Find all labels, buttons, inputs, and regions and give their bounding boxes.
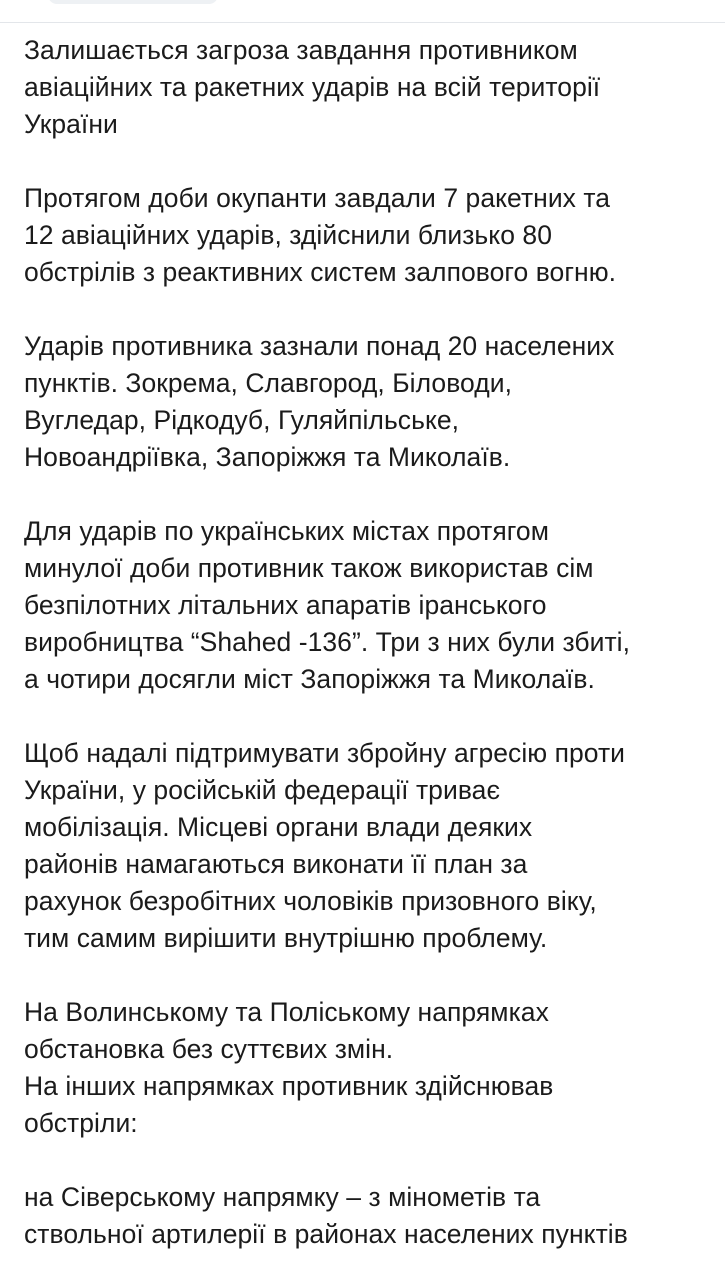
paragraph-siversk: [24, 1179, 714, 1253]
text-line: України: [24, 109, 118, 139]
text-line: України, у російській федерації триває: [24, 775, 501, 805]
text-line: мобілізація. Місцеві органи влади деяких: [24, 812, 533, 842]
top-bar-pill: [48, 0, 218, 4]
text-line: Новоандріївка, Запоріжжя та Миколаїв.: [24, 442, 511, 472]
text-line: Протягом доби окупанти завдали 7 ракетних та: [24, 183, 611, 213]
paragraph-directions: [24, 994, 714, 1142]
paragraph-drones: [24, 513, 714, 698]
text-line: а чотири досягли міст Запоріжжя та Миколаїв.: [24, 664, 595, 694]
text-line: тим самим вирішити внутрішню проблему.: [24, 923, 548, 953]
text-line: 12 авіаційних ударів, здійснили близько 80: [24, 220, 553, 250]
paragraph-settlements: [24, 328, 714, 476]
text-line: авіаційних та ракетних ударів на всій території: [24, 72, 601, 102]
text-line: минулої доби противник також використав сім: [24, 553, 594, 583]
post-text: [24, 32, 714, 1253]
text-line: пунктів. Зокрема, Славгород, Біловоди,: [24, 368, 513, 398]
paragraph-strikes: [24, 180, 714, 291]
text-line: Ударів противника зазнали понад 20 населених: [24, 331, 615, 361]
text-line: рахунок безробітних чоловіків призовного віку,: [24, 886, 597, 916]
text-line: обстріли:: [24, 1108, 138, 1138]
top-bar: [0, 0, 725, 24]
paragraph-mobilization: [24, 735, 714, 957]
text-line: безпілотних літальних апаратів іранського: [24, 590, 547, 620]
text-line: обстрілів з реактивних систем залпового вогню.: [24, 257, 617, 287]
text-line: Залишається загроза завдання противником: [24, 35, 578, 65]
paragraph-threat: [24, 32, 714, 143]
text-line: Щоб надалі підтримувати збройну агресію проти: [24, 738, 626, 768]
text-line: ствольної артилерії в районах населених пунктів: [24, 1219, 628, 1249]
text-line: Вугледар, Рідкодуб, Гуляйпільське,: [24, 405, 460, 435]
text-line: Для ударів по українських містах протягом: [24, 516, 549, 546]
text-line: На Волинському та Поліському напрямках: [24, 997, 549, 1027]
text-line: обстановка без суттєвих змін.: [24, 1034, 394, 1064]
top-divider: [0, 22, 725, 23]
text-line: виробництва “Shahed -136”. Три з них були збиті,: [24, 627, 630, 657]
text-line: на Сіверському напрямку – з мінометів та: [24, 1182, 541, 1212]
text-line: районів намагаються виконати її план за: [24, 849, 528, 879]
text-line: На інших напрямках противник здійснював: [24, 1071, 554, 1101]
